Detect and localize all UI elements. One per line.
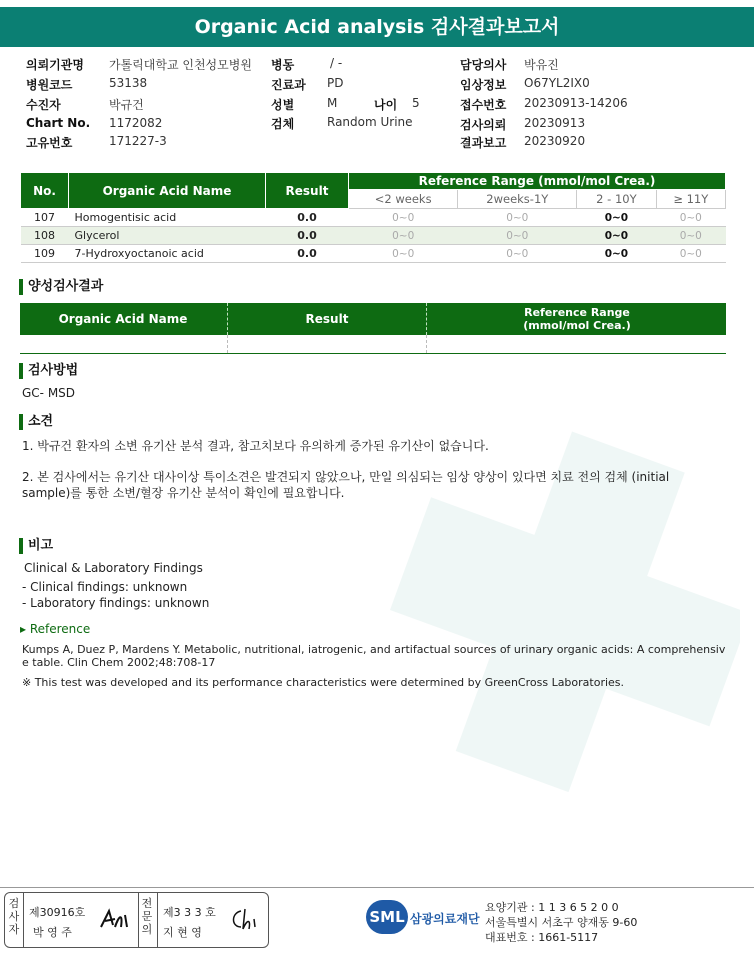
org-address: 서울특별시 서초구 양재동 9-60: [485, 916, 638, 929]
hospital-code: 53138: [109, 76, 148, 90]
results-table: [20, 172, 726, 263]
specialist-signature: [227, 905, 263, 933]
department: PD: [327, 76, 344, 90]
reference-line2: e table. Clin Chem 2002;48:708-17: [22, 656, 216, 669]
row-ref: 0~0: [656, 209, 725, 227]
row-ref: 0~0: [656, 245, 725, 263]
reference-line1: Kumps A, Duez P, Mardens Y. Metabolic, nutritional, iatrogenic, and artifactual sources of urinary organic acids: A comprehensiv: [22, 643, 726, 656]
info-report-date: 결과보고: [460, 136, 507, 150]
table-row: [21, 209, 726, 227]
sml-logo: SML: [366, 900, 408, 934]
row-ref: 0~0: [656, 227, 725, 245]
findings-p1: 1. 박규건 환자의 소변 유기산 분석 결과, 참고치보다 유의하게 증가된 유기산이 없습니다.: [22, 439, 489, 453]
watermark-cross-logo: [380, 420, 740, 860]
info-unique-no: 고유번호: [26, 136, 73, 150]
row-ref: 0~0: [458, 245, 577, 263]
chart-number: 1172082: [109, 116, 163, 130]
info-request-date: 검사의뢰: [460, 118, 507, 132]
report-date: 20230920: [524, 134, 586, 148]
info-specimen: 검체: [271, 117, 295, 131]
row-name: Glycerol: [69, 227, 266, 245]
row-ref: 0~0: [349, 227, 458, 245]
doctor: 박유진: [524, 58, 559, 72]
info-department: 진료과: [271, 78, 306, 92]
ref-col-2w1y: 2weeks-1Y: [458, 190, 577, 209]
ref-col-lt2w: <2 weeks: [349, 190, 458, 209]
row-name: 7-Hydroxyoctanoic acid: [69, 245, 266, 263]
row-no: 108: [21, 227, 69, 245]
method-text: GC- MSD: [22, 386, 76, 400]
org-name: 삼광의료재단: [410, 912, 480, 926]
org-phone: 대표번호 : 1661-5117: [485, 931, 599, 944]
row-ref: 0~0: [458, 227, 577, 245]
findings-p2-line2: sample)를 통한 소변/혈장 유기산 분석이 확인에 필요합니다.: [22, 486, 345, 500]
method-title: 검사방법: [19, 363, 78, 379]
row-result: 0.0: [266, 209, 349, 227]
col-header-name: Organic Acid Name: [69, 173, 266, 209]
row-ref: 0~0: [577, 209, 656, 227]
col-header-reference: Reference Range (mmol/mol Crea.): [349, 173, 726, 190]
footer-divider: [0, 887, 754, 888]
findings-p2-line1: 2. 본 검사에서는 유기산 대사이상 특이소견은 발견되지 않았으나, 만일 의심되는 임상 양상이 있다면 치료 전의 검체 (initial: [22, 470, 670, 484]
info-hospital-code: 병원코드: [26, 78, 73, 92]
row-no: 109: [21, 245, 69, 263]
pos-col-result: Result: [227, 303, 426, 335]
sex: M: [327, 96, 338, 110]
remarks-title: 비고: [19, 538, 53, 554]
tester-name: 박 영 주: [33, 926, 72, 939]
row-ref: 0~0: [458, 209, 577, 227]
pos-col-reference: Reference Range (mmol/mol Crea.): [426, 303, 727, 335]
tester-signature: [97, 905, 133, 933]
row-ref: 0~0: [577, 227, 656, 245]
row-result: 0.0: [266, 227, 349, 245]
hospital-name: 가톨릭대학교 인천성모병원: [109, 58, 252, 72]
row-no: 107: [21, 209, 69, 227]
institution-code: 요양기관 : 1 1 3 6 5 2 0 0: [485, 901, 619, 914]
disclaimer-note: ※ This test was developed and its performance characteristics were determined by GreenCross Laboratories.: [22, 676, 625, 689]
info-receipt: 접수번호: [460, 98, 507, 112]
row-ref: 0~0: [349, 245, 458, 263]
report-title: Organic Acid analysis 검사결과보고서: [0, 7, 754, 47]
info-age: 나이: [374, 98, 398, 112]
info-hospital: 의뢰기관명: [26, 58, 84, 72]
info-clinical: 임상정보: [460, 78, 507, 92]
info-sex: 성별: [271, 98, 295, 112]
col-header-result: Result: [266, 173, 349, 209]
pos-col-name: Organic Acid Name: [58, 312, 188, 326]
unique-number: 171227-3: [109, 134, 167, 148]
table-row: [21, 227, 726, 245]
tester-number: 제30916호: [29, 906, 86, 919]
reference-label: ▸ Reference: [20, 622, 91, 636]
positive-results-title: 양성검사결과: [19, 279, 103, 295]
row-result: 0.0: [266, 245, 349, 263]
ref-col-ge11y: ≥ 11Y: [656, 190, 725, 209]
ref-col-2-10y: 2 - 10Y: [577, 190, 656, 209]
age: 5: [412, 96, 420, 110]
positive-results-header: [20, 303, 726, 335]
row-ref: 0~0: [349, 209, 458, 227]
info-doctor: 담당의사: [460, 58, 507, 72]
row-name: Homogentisic acid: [69, 209, 266, 227]
col-header-no: No.: [21, 173, 69, 209]
specialist-number: 제3 3 3 호: [163, 906, 216, 919]
specialist-name: 지 현 영: [163, 926, 202, 939]
clinical-info: O67YL2IX0: [524, 76, 590, 90]
positive-results-empty-row: [20, 335, 726, 354]
findings-title: 소견: [19, 414, 53, 430]
specimen: Random Urine: [327, 115, 413, 129]
row-ref: 0~0: [577, 245, 656, 263]
request-date: 20230913: [524, 116, 586, 130]
patient-name: 박규건: [109, 98, 144, 112]
table-row: [21, 245, 726, 263]
receipt-number: 20230913-14206: [524, 96, 628, 110]
signature-box: 검 사 자 제30916호 박 영 주 전 문 의 제3 3 3 호 지 현 영: [4, 892, 269, 948]
laboratory-findings: - Laboratory findings: unknown: [22, 596, 210, 610]
info-patient: 수진자: [26, 98, 61, 112]
info-ward: 병동: [271, 58, 295, 72]
ward: / -: [330, 56, 343, 70]
remarks-heading: Clinical & Laboratory Findings: [24, 561, 203, 575]
info-chart: Chart No.: [26, 116, 91, 130]
clinical-findings: - Clinical findings: unknown: [22, 580, 188, 594]
